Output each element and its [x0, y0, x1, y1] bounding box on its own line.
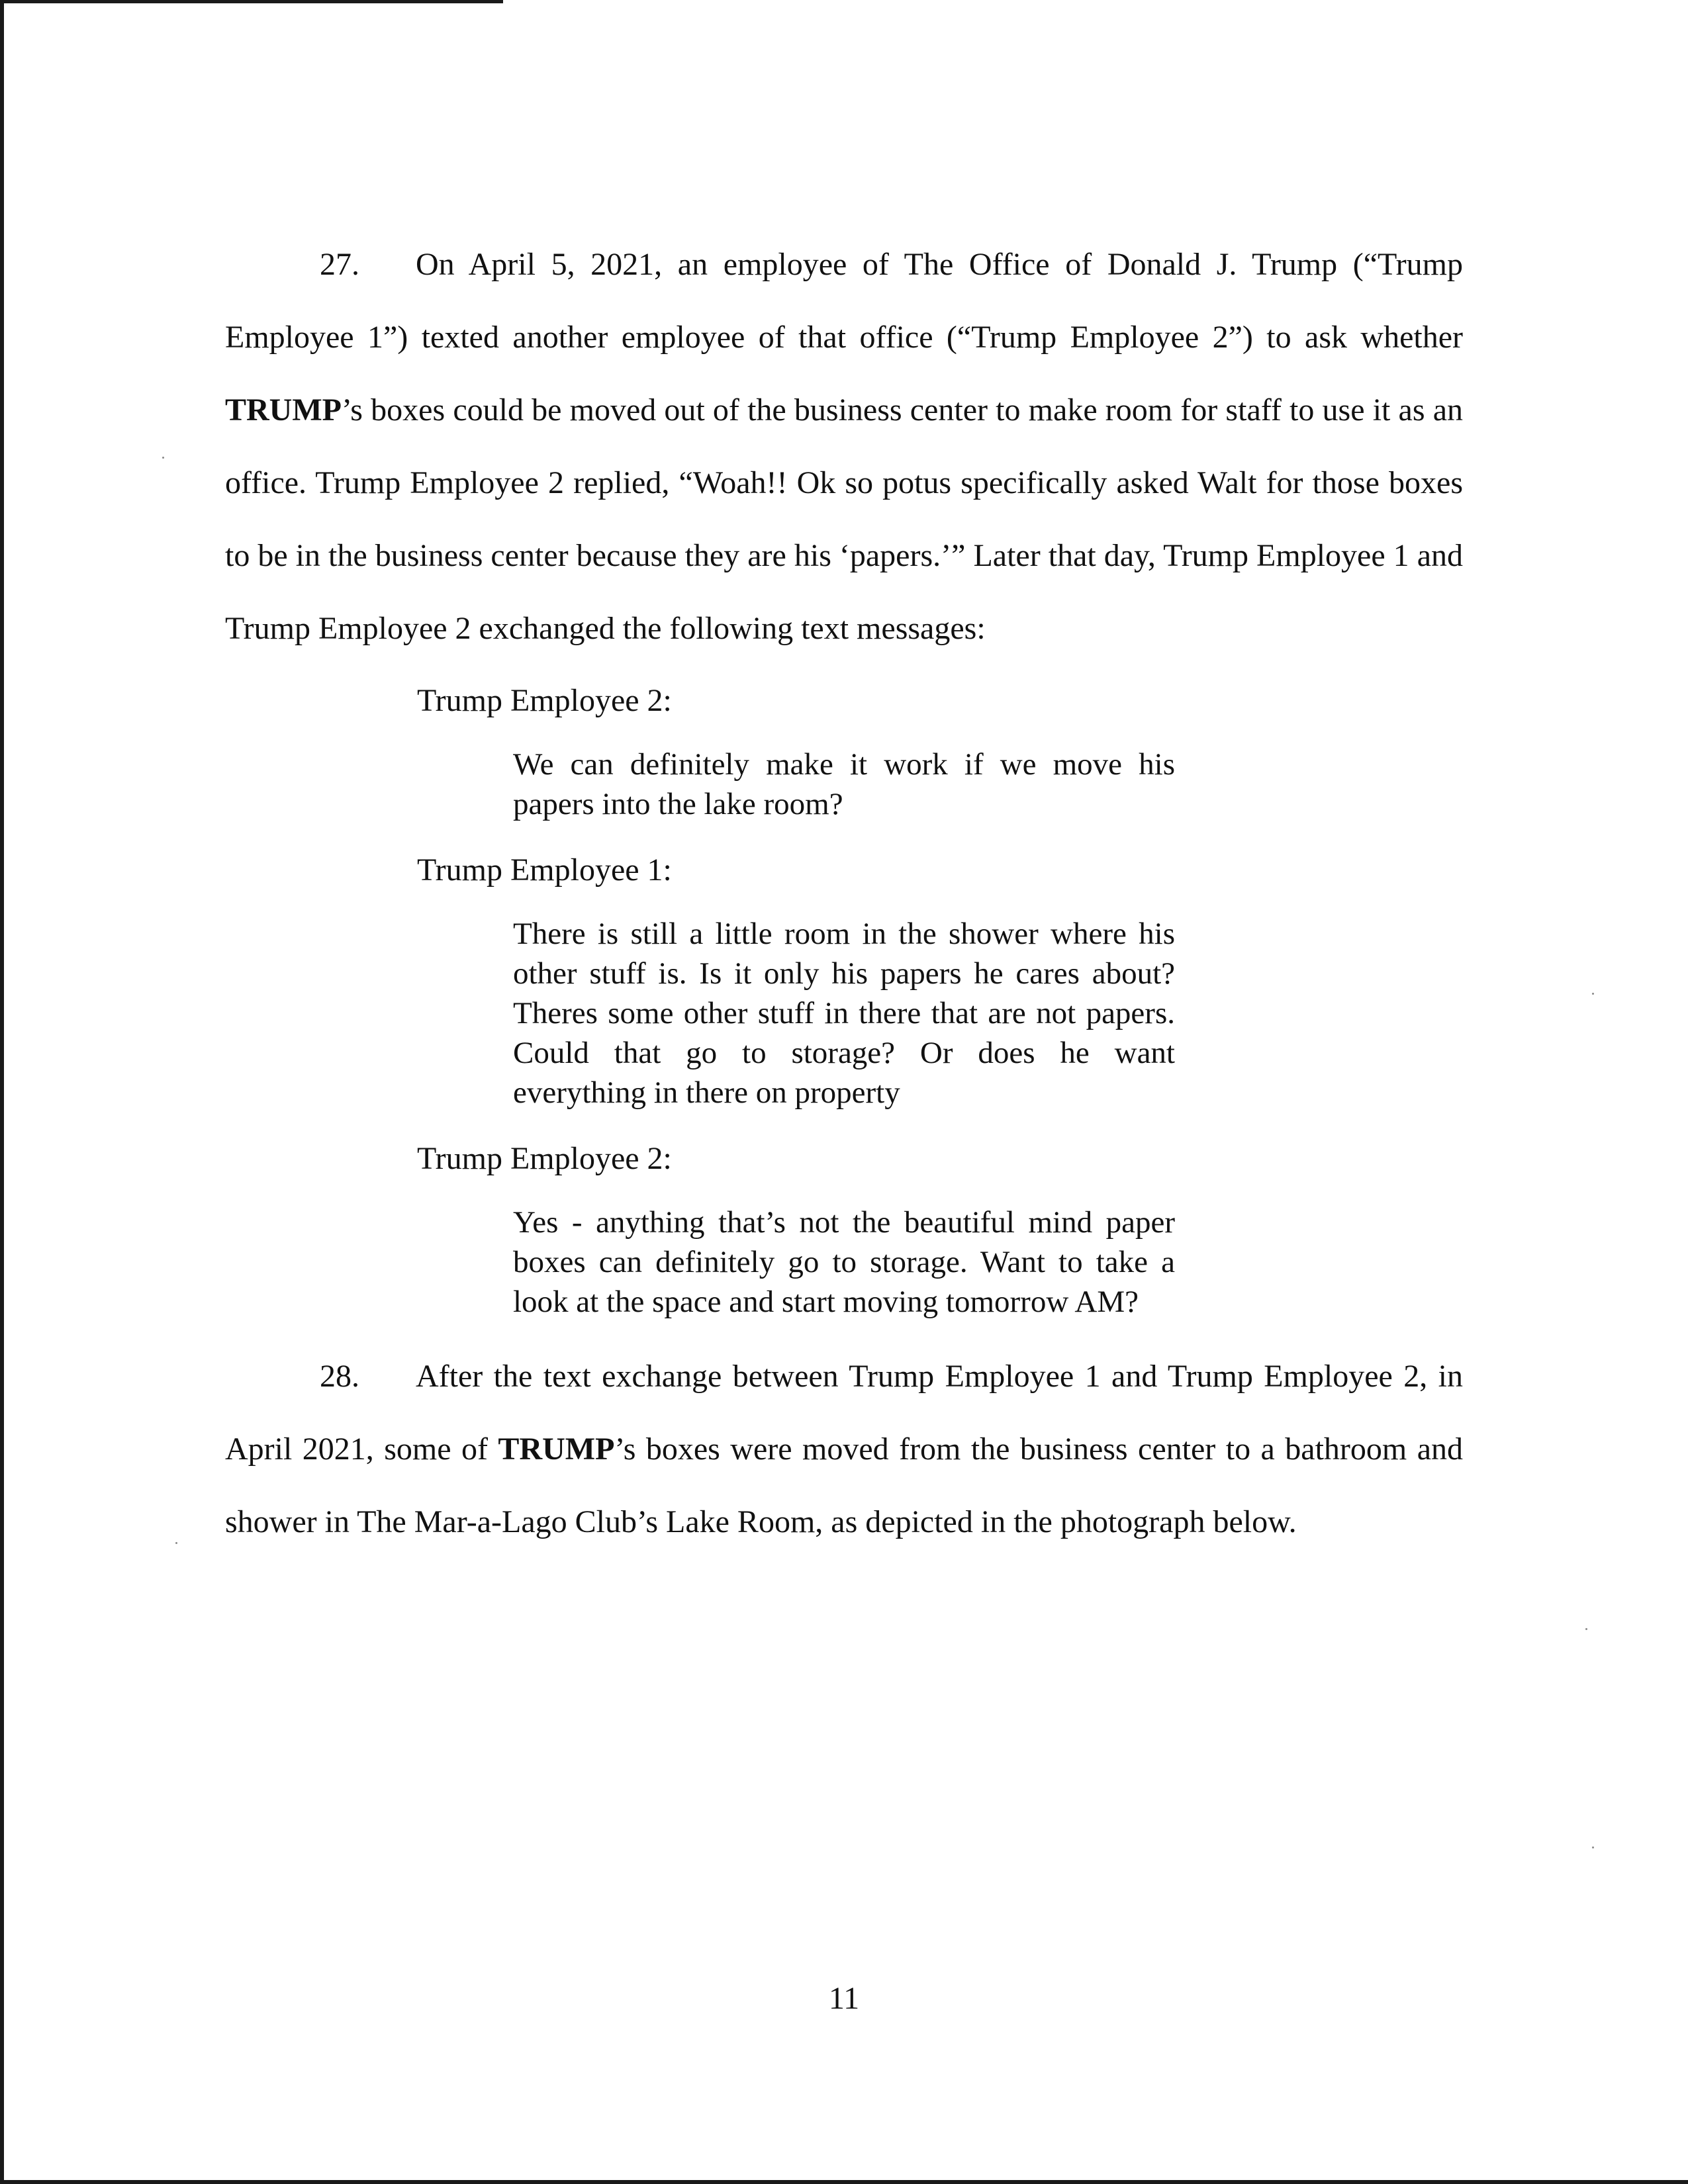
message-speaker: Trump Employee 1: — [417, 852, 672, 887]
defendant-name: TRUMP — [498, 1432, 615, 1467]
message-speaker: Trump Employee 2: — [417, 1141, 672, 1176]
paragraph-number: 28. — [320, 1359, 359, 1394]
document-body — [225, 228, 1463, 1559]
paragraph-27 — [225, 228, 1463, 665]
message-speaker: Trump Employee 2: — [417, 683, 672, 718]
paragraph-28 — [225, 1340, 1463, 1559]
paragraph-number: 27. — [320, 247, 359, 282]
defendant-name: TRUMP — [225, 392, 342, 428]
message-text: There is still a little room in the shower where his other stuff is. Is it only his papers he cares about? Theres some other stuff in there that are not papers. Could that go to storage? Or does he want everything in there on property — [513, 917, 1175, 1110]
scan-speck — [162, 457, 164, 459]
paragraph-text: ’s boxes were moved from the business center to a bathroom and shower in The Mar-a-Lago Club’s Lake Room, as depicted in the photograph below. — [225, 1432, 1463, 1539]
scan-edge-top — [0, 0, 503, 3]
scan-speck — [1592, 1846, 1594, 1848]
scan-edge-left — [0, 0, 4, 2184]
page-number: 11 — [828, 1981, 860, 2016]
paragraph-text: On April 5, 2021, an employee of The Office of Donald J. Trump (“Trump Employee 1”) texted another employee of that office (“Trump Employee 2”) to ask whether — [225, 247, 1463, 355]
scan-speck — [1585, 1628, 1587, 1630]
paragraph-text: ’s boxes could be moved out of the business center to make room for staff to use it as an office. Trump Employee 2 replied, “Woah!! Ok so potus specifically asked Walt for those boxes to be in the business center because they are his ‘papers.’” Later that day, Trump Employee 1 and Trump Employee 2 exchanged the following text messages: — [225, 392, 1463, 646]
message-text: Yes - anything that’s not the beautiful mind paper boxes can definitely go to storage. Want to take a look at the space and start moving tomorrow AM? — [513, 1205, 1175, 1319]
message-text: We can definitely make it work if we move his papers into the lake room? — [513, 747, 1175, 821]
paragraph-text: After the text exchange between Trump Employee 1 and Trump Employee 2, in April 2021, some of — [225, 1359, 1463, 1467]
scan-edge-bottom — [0, 2180, 1688, 2184]
scan-speck — [175, 1542, 177, 1544]
scan-speck — [1592, 993, 1594, 995]
